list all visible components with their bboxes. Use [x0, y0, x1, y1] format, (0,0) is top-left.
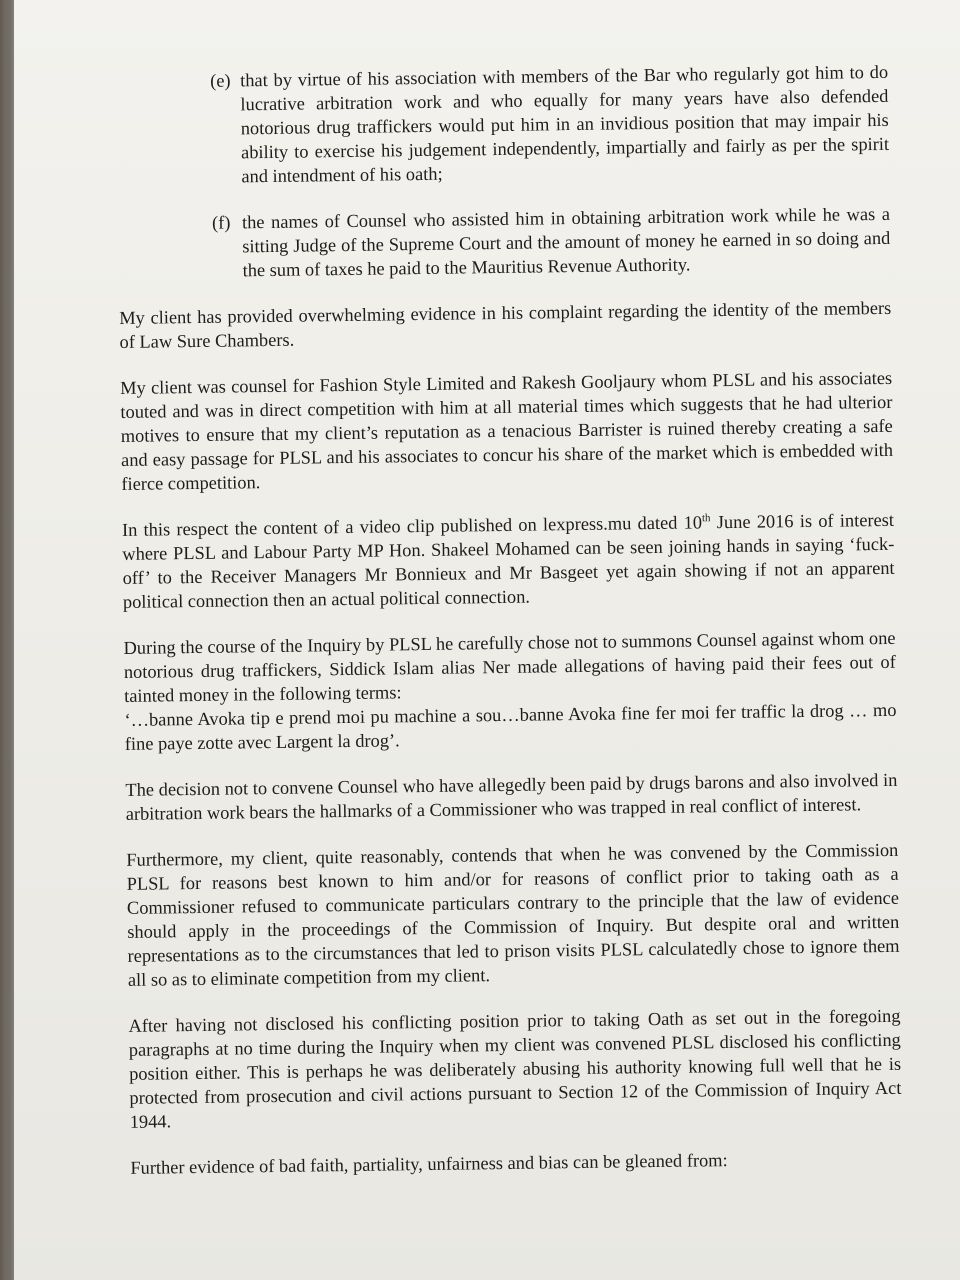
creole-quote: ‘…banne Avoka tip e prend moi pu machine a sou…banne Avoka fine fer moi fer traffic la drog … mo fine paye zotte avec Largent la drog’.	[124, 699, 897, 754]
list-marker: (f)	[211, 212, 231, 233]
paragraph-further-evidence: Further evidence of bad faith, partiality, unfairness and bias can be gleaned from:	[130, 1150, 728, 1178]
paragraph-disclosure: After having not disclosed his conflicting position prior to taking Oath as set out in the foregoing paragraphs at no time during the Inquiry when my client was convened PLSL disclosed his conflicting position either. This is perhaps he was deliberately abusing his authority knowing full well that he is protected from prosecution and civil actions pursuant to Section 12 of the Commission of Inquiry Act 1944.	[128, 1005, 902, 1132]
list-item-f	[118, 202, 891, 284]
paragraph-furthermore: Furthermore, my client, quite reasonably, contends that when he was convened by the Commission PLSL for reasons best known to him and/or for reasons of conflict prior to taking oath as a Commissioner refused to communicate particulars contrary to the principle that the law of evidence should apply in the proceedings of the Commission of Inquiry. But despite oral and written representations as to the circumstances that led to prison visits PLSL calculatedly chose to ignore them all so as to eliminate competition from my client.	[126, 839, 900, 990]
paragraph-text: In this respect the content of a video clip published on lexpress.mu dated 10	[121, 512, 703, 540]
list-item-text: the names of Counsel who assisted him in obtaining arbitration work while he was a sitting Judge of the Supreme Court and the amount of money he earned in so doing and the sum of taxes he paid to the Mauritius Revenue Authority.	[241, 203, 891, 281]
list-marker: (e)	[210, 70, 231, 91]
paragraph-text: June 2016 is of interest where PLSL and Labour Party MP Hon. Shakeel Mohamed can be seen joining hands in saying ‘fuck-off’ to the Receiver Managers Mr Bonnieux and Mr Basgeet yet again showing if not an apparent political connection then an actual political connection.	[122, 509, 895, 612]
document-body	[116, 60, 903, 1202]
paragraph-decision: The decision not to convene Counsel who have allegedly been paid by drugs barons and also involved in arbitration work bears the hallmarks of a Commissioner who was trapped in real conflict of interest.	[125, 769, 898, 824]
list-item-text: that by virtue of his association with members of the Bar who regularly got him to do lucrative arbitration work and who equally for many years have also defended notorious drug traffickers would put him in an invidious position that may impair his ability to exercise his judgement independently, impartially and fairly as per the spirit and intendment of his oath;	[240, 61, 890, 187]
paragraph-competition: My client was counsel for Fashion Style Limited and Rakesh Gooljaury whom PLSL and his associates touted and was in direct competition with him at all material times which suggests that he had ulterior motives to ensure that my client’s reputation as a tenacious Barrister is ruined thereby creating a safe and easy passage for PLSL and his associates to concur his share of the market which is embedded with fierce competition.	[120, 367, 894, 494]
paragraph-text: During the course of the Inquiry by PLSL he carefully chose not to summons Counsel against whom one notorious drug traffickers, Siddick Islam alias Ner made allegations of having paid their fees out of tainted money in the following terms:	[123, 627, 896, 706]
paragraph-evidence: My client has provided overwhelming evidence in his complaint regarding the identity of the members of Law Sure Chambers.	[119, 297, 892, 352]
paragraph-inquiry	[123, 626, 897, 756]
ordinal-suffix: th	[701, 512, 711, 525]
paragraph-video-clip	[122, 508, 895, 614]
list-item-e	[116, 60, 890, 190]
